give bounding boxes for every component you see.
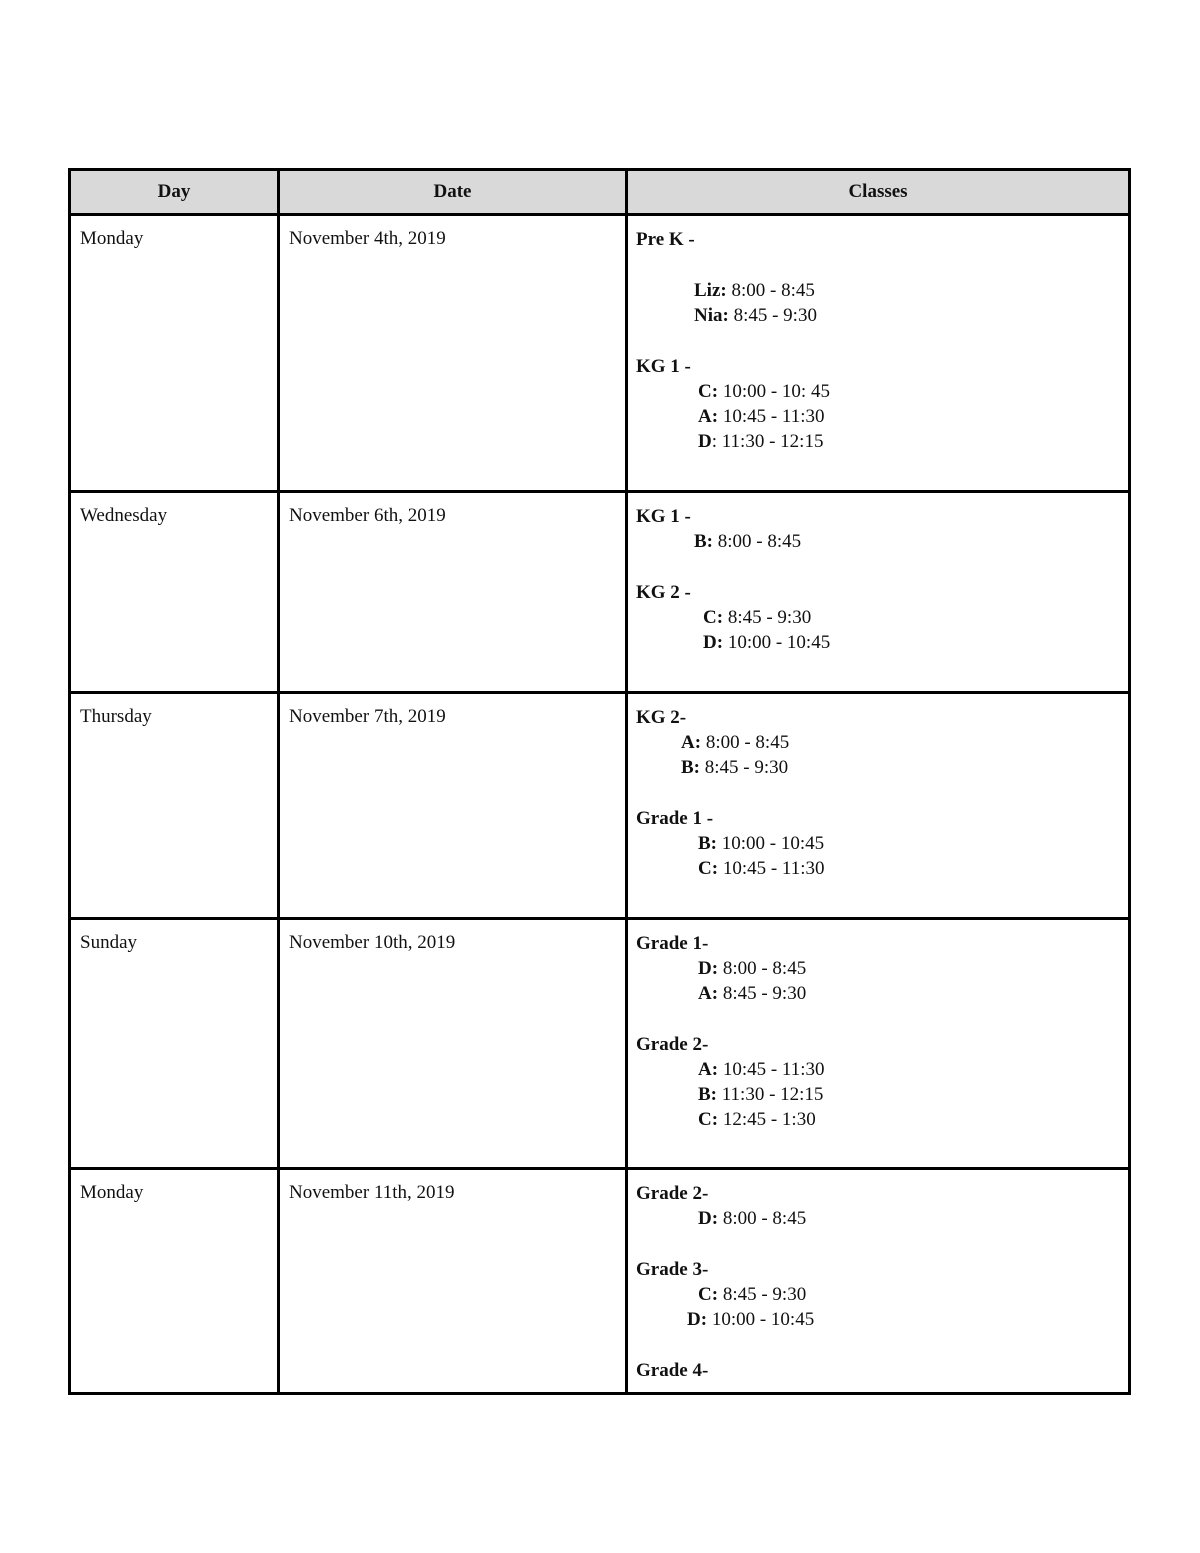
classes-cell — [627, 919, 1130, 1169]
class-slot — [636, 379, 1128, 404]
class-group-title: Grade 2- — [636, 1183, 709, 1204]
class-slot — [636, 1282, 1128, 1307]
classes-cell — [627, 1169, 1130, 1394]
slot-label: D: — [698, 958, 719, 979]
class-slot — [636, 856, 1128, 881]
slot-time: : 11:30 - 12:15 — [711, 431, 824, 452]
header-day: Day — [70, 170, 279, 215]
header-classes: Classes — [627, 170, 1130, 215]
class-group-title: Grade 4- — [636, 1360, 709, 1381]
slot-time: 11:30 - 12:15 — [717, 1084, 824, 1105]
date-cell: November 4th, 2019 — [279, 215, 627, 492]
slot-time: 8:00 - 8:45 — [713, 531, 802, 552]
class-slot — [636, 605, 1128, 630]
classes-cell — [627, 693, 1130, 919]
slot-time: 8:45 - 9:30 — [718, 983, 807, 1004]
slot-label: C: — [698, 1284, 719, 1305]
slot-label: C: — [703, 607, 724, 628]
class-group-title: Pre K - — [636, 229, 695, 250]
class-group-title: KG 1 - — [636, 356, 691, 377]
date-cell: November 10th, 2019 — [279, 919, 627, 1169]
slot-time: 10:45 - 11:30 — [718, 858, 825, 879]
date-cell: November 7th, 2019 — [279, 693, 627, 919]
header-row — [70, 170, 1130, 215]
class-slot — [636, 1307, 1128, 1332]
class-slot — [636, 303, 1128, 328]
class-slot — [636, 429, 1128, 454]
slot-time: 12:45 - 1:30 — [718, 1109, 816, 1130]
class-slot — [636, 1057, 1128, 1082]
class-group-title: Grade 2- — [636, 1034, 709, 1055]
class-slot — [636, 755, 1128, 780]
class-slot — [636, 1107, 1128, 1132]
slot-time: 10:00 - 10:45 — [707, 1309, 815, 1330]
class-group-title: Grade 1 - — [636, 808, 714, 829]
slot-time: 10:00 - 10:45 — [723, 632, 831, 653]
day-cell: Wednesday — [70, 492, 279, 693]
class-slot — [636, 630, 1128, 655]
slot-label: C: — [698, 1109, 719, 1130]
class-slot — [636, 730, 1128, 755]
classes-cell — [627, 492, 1130, 693]
class-slot — [636, 956, 1128, 981]
class-group-title: Grade 1- — [636, 933, 709, 954]
table-row — [70, 492, 1130, 693]
class-slot — [636, 404, 1128, 429]
slot-time: 10:00 - 10: 45 — [718, 381, 830, 402]
slot-label: B: — [694, 531, 713, 552]
slot-label: A: — [681, 732, 702, 753]
day-cell: Monday — [70, 215, 279, 492]
slot-label: B: — [698, 833, 717, 854]
date-cell: November 11th, 2019 — [279, 1169, 627, 1394]
slot-time: 8:45 - 9:30 — [718, 1284, 807, 1305]
slot-time: 10:00 - 10:45 — [717, 833, 825, 854]
class-group-title: KG 2- — [636, 707, 687, 728]
class-slot — [636, 529, 1128, 554]
table-row — [70, 215, 1130, 492]
slot-time: 10:45 - 11:30 — [718, 406, 825, 427]
slot-time: 8:00 - 8:45 — [726, 280, 815, 301]
slot-label: C: — [698, 381, 719, 402]
class-slot — [636, 1206, 1128, 1231]
slot-time: 8:45 - 9:30 — [728, 305, 817, 326]
slot-label: D: — [703, 632, 724, 653]
class-group-title: Grade 3- — [636, 1259, 709, 1280]
slot-label: B: — [681, 757, 700, 778]
table-row — [70, 919, 1130, 1169]
slot-time: 8:00 - 8:45 — [701, 732, 790, 753]
slot-time: 8:45 - 9:30 — [700, 757, 789, 778]
slot-label: A: — [698, 406, 719, 427]
table-row — [70, 1169, 1130, 1394]
slot-label: Nia: — [694, 305, 729, 326]
day-cell: Sunday — [70, 919, 279, 1169]
day-cell: Monday — [70, 1169, 279, 1394]
date-cell: November 6th, 2019 — [279, 492, 627, 693]
day-cell: Thursday — [70, 693, 279, 919]
slot-time: 8:45 - 9:30 — [723, 607, 812, 628]
class-slot — [636, 278, 1128, 303]
class-group-title: KG 2 - — [636, 582, 691, 603]
slot-label: D: — [687, 1309, 708, 1330]
class-slot — [636, 1082, 1128, 1107]
slot-label: C: — [698, 858, 719, 879]
class-slot — [636, 981, 1128, 1006]
slot-time: 8:00 - 8:45 — [718, 1208, 807, 1229]
classes-cell — [627, 215, 1130, 492]
table-row — [70, 693, 1130, 919]
header-date: Date — [279, 170, 627, 215]
slot-label: D — [698, 431, 712, 452]
class-group-title: KG 1 - — [636, 506, 691, 527]
slot-label: A: — [698, 1059, 719, 1080]
slot-time: 8:00 - 8:45 — [718, 958, 807, 979]
slot-label: B: — [698, 1084, 717, 1105]
slot-label: A: — [698, 983, 719, 1004]
schedule-table — [68, 168, 1131, 1395]
slot-label: D: — [698, 1208, 719, 1229]
class-slot — [636, 831, 1128, 856]
slot-time: 10:45 - 11:30 — [718, 1059, 825, 1080]
slot-label: Liz: — [694, 280, 727, 301]
